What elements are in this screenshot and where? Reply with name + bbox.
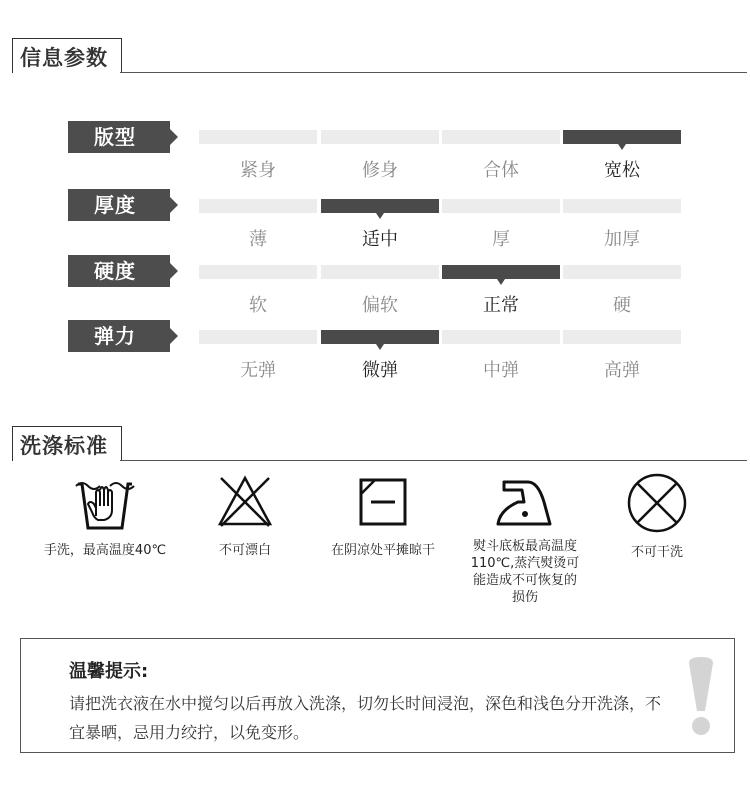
exclamation-icon [686,657,716,737]
care-text: 不可干洗 [630,545,683,560]
tip-title: 温馨提示: [69,661,149,682]
section-divider [120,460,747,461]
param-segment [442,330,560,344]
care-section-title: 洗涤标准 [20,434,108,458]
care-text: 不可漂白 [218,543,271,558]
param-row-hardness [0,255,750,315]
param-segment-selected [563,130,681,144]
param-label: 版型 [68,121,170,153]
param-option: 紧身 [240,160,276,181]
tip-body: 请把洗衣液在水中搅匀以后再放入洗涤，切勿长时间浸泡，深色和浅色分开洗涤，不宜暴晒，忌用力绞拧，以免变形。 [69,694,662,742]
param-option: 厚 [492,229,510,250]
param-label: 硬度 [68,255,170,287]
param-label: 厚度 [68,189,170,221]
care-text: 手洗，最高温度40℃ [43,543,167,558]
care-text: 熨斗底板最高温度110℃,蒸汽熨烫可能造成不可恢复的损伤 [470,539,580,605]
param-option: 硬 [613,295,631,316]
care-item-shade-dry [308,472,458,559]
no-dry-clean-icon [626,472,688,534]
param-option: 加厚 [604,229,640,250]
care-item-no-dry-clean [582,472,732,561]
param-option-selected: 微弹 [362,360,398,381]
param-segment [199,130,317,144]
param-segment [199,330,317,344]
param-option: 合体 [483,160,519,181]
param-option: 修身 [362,160,398,181]
param-segment [321,130,439,144]
shade-dry-flat-icon [353,472,413,532]
param-option: 薄 [249,229,267,250]
param-option-selected: 宽松 [604,160,640,181]
param-row-fit [0,121,750,181]
param-label: 弹力 [68,320,170,352]
param-segment [442,199,560,213]
care-text: 在阴凉处平摊晾干 [330,543,435,558]
care-item-no-bleach [170,472,320,559]
param-option-selected: 正常 [483,295,519,316]
param-segment [563,330,681,344]
param-row-thickness [0,189,750,249]
care-item-hand-wash [30,472,180,559]
param-option-selected: 适中 [362,229,398,250]
param-segment-selected [442,265,560,279]
param-segment [563,199,681,213]
iron-icon [494,472,556,532]
param-segment-selected [321,330,439,344]
param-segment [199,265,317,279]
params-section-title: 信息参数 [20,46,108,70]
hand-wash-icon [74,472,136,532]
param-option: 偏软 [362,295,398,316]
no-bleach-icon [215,472,275,532]
param-segment [321,265,439,279]
care-item-iron [450,472,600,606]
param-row-elasticity [0,320,750,380]
section-divider [120,72,747,73]
param-option: 软 [249,295,267,316]
param-option: 中弹 [483,360,519,381]
param-segment-selected [321,199,439,213]
param-segment [563,265,681,279]
tip-box [20,638,735,753]
param-segment [442,130,560,144]
param-option: 高弹 [604,360,640,381]
param-segment [199,199,317,213]
param-option: 无弹 [240,360,276,381]
